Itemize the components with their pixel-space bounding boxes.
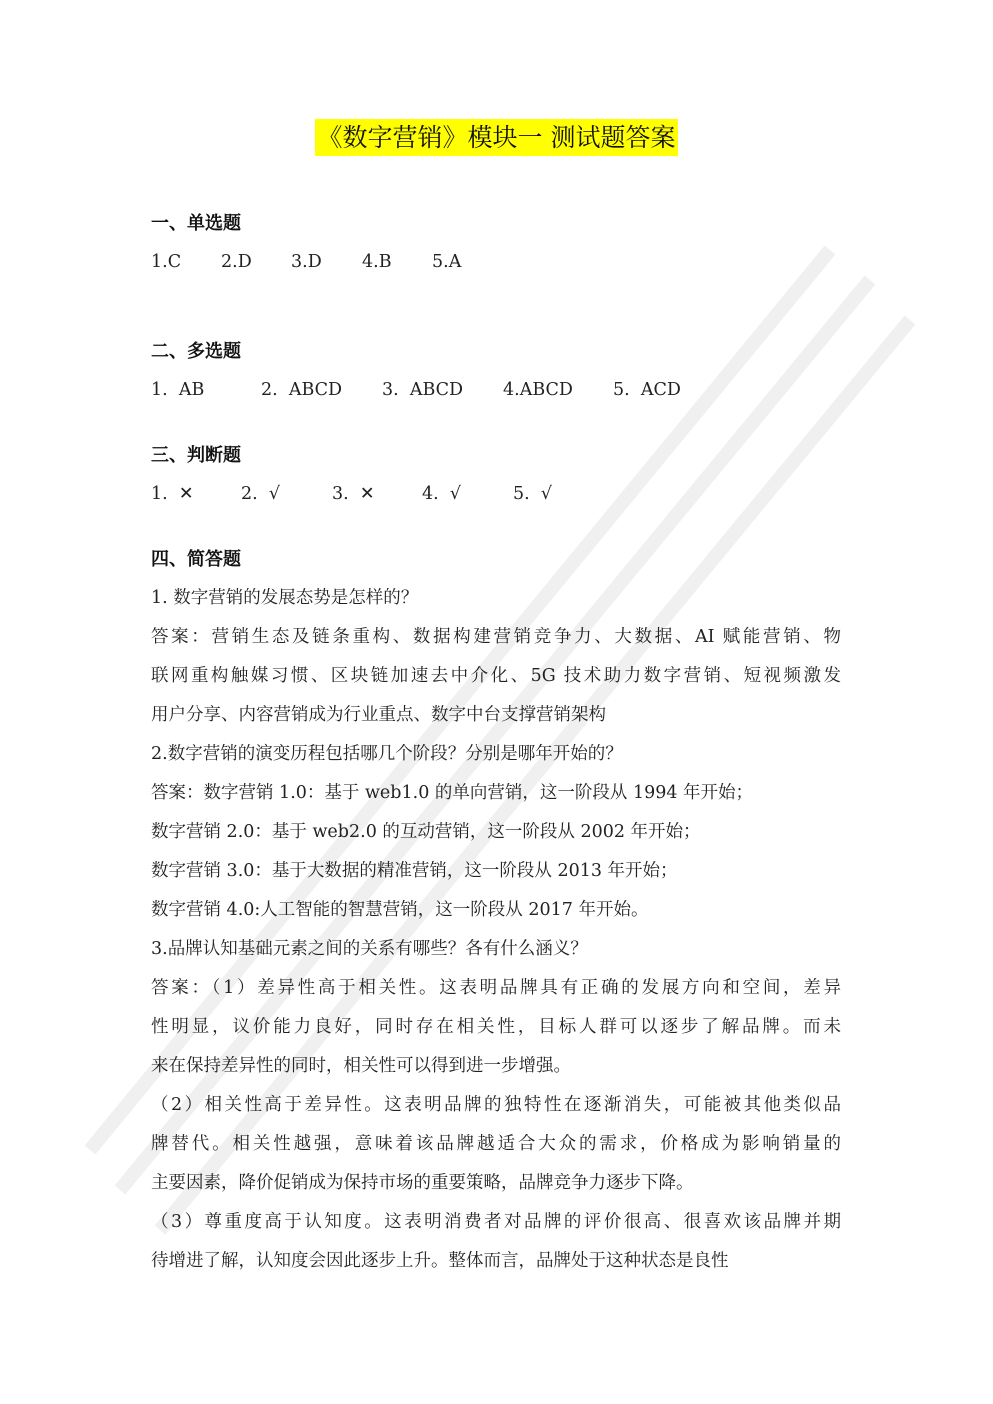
question: 1. 数字营销的发展态势是怎样的？ [151, 588, 419, 608]
answer-line: 牌替代。相关性越强，意味着该品牌越适合大众的需求，价格成为影响销量的 [151, 1134, 841, 1154]
answer: 3. ✕ [332, 484, 375, 504]
answer-line: 答案：营销生态及链条重构、数据构建营销竞争力、大数据、AI 赋能营销、物 [151, 627, 841, 647]
single-choice-answers [151, 243, 841, 282]
document-title: 《数字营销》模块一 测试题答案 [0, 118, 993, 154]
section-heading-true-false: 三、判断题 [151, 445, 241, 466]
answer-line: 数字营销 3.0：基于大数据的精准营销，这一阶段从 2013 年开始； [151, 861, 678, 881]
multi-choice-answers [151, 371, 841, 410]
question: 3.品牌认知基础元素之间的关系有哪些？各有什么涵义？ [151, 939, 588, 959]
answer: 5.A [432, 252, 462, 272]
section-heading-short-answer: 四、简答题 [151, 549, 241, 570]
answer-line: （3）尊重度高于认知度。这表明消费者对品牌的评价很高、很喜欢该品牌并期 [151, 1212, 841, 1232]
answer: 3. ABCD [382, 380, 464, 400]
answer: 1.C [151, 252, 182, 272]
answer: 3.D [291, 252, 322, 272]
answer: 5. √ [513, 484, 552, 504]
answer: 4.ABCD [503, 380, 573, 400]
answer: 4.B [362, 252, 392, 272]
section-heading-single-choice: 一、单选题 [151, 213, 241, 234]
answer-line: 数字营销 4.0:人工智能的智慧营销，这一阶段从 2017 年开始。 [151, 900, 649, 920]
answer-line: 来在保持差异性的同时，相关性可以得到进一步增强。 [151, 1056, 571, 1076]
answer: 2. ABCD [261, 380, 343, 400]
section-heading-multi-choice: 二、多选题 [151, 341, 241, 362]
true-false-answers [151, 475, 841, 514]
answer-line: 性明显，议价能力良好，同时存在相关性，目标人群可以逐步了解品牌。而未 [151, 1017, 841, 1037]
answer: 4. √ [422, 484, 461, 504]
question: 2.数字营销的演变历程包括哪几个阶段？分别是哪年开始的？ [151, 744, 623, 764]
answer-line: 答案：数字营销 1.0：基于 web1.0 的单向营销，这一阶段从 1994 年开始； [151, 783, 754, 803]
answer: 2. √ [241, 484, 280, 504]
answer-line: 用户分享、内容营销成为行业重点、数字中台支撑营销架构 [151, 705, 606, 725]
answer-line: （2）相关性高于差异性。这表明品牌的独特性在逐渐消失，可能被其他类似品 [151, 1095, 841, 1115]
answer-line: 主要因素，降价促销成为保持市场的重要策略，品牌竞争力逐步下降。 [151, 1173, 694, 1193]
answer: 2.D [221, 252, 252, 272]
answer: 1. ✕ [151, 484, 194, 504]
document-body [151, 204, 841, 1281]
answer-line: 数字营销 2.0：基于 web2.0 的互动营销，这一阶段从 2002 年开始； [151, 822, 701, 842]
answer: 5. ACD [613, 380, 681, 400]
answer: 1. AB [151, 380, 205, 400]
answer-line: 待增进了解，认知度会因此逐步上升。整体而言，品牌处于这种状态是良性 [151, 1251, 729, 1271]
answer-line: 答案：（1）差异性高于相关性。这表明品牌具有正确的发展方向和空间，差异 [151, 978, 841, 998]
answer-line: 联网重构触媒习惯、区块链加速去中介化、5G 技术助力数字营销、短视频激发 [151, 666, 841, 686]
